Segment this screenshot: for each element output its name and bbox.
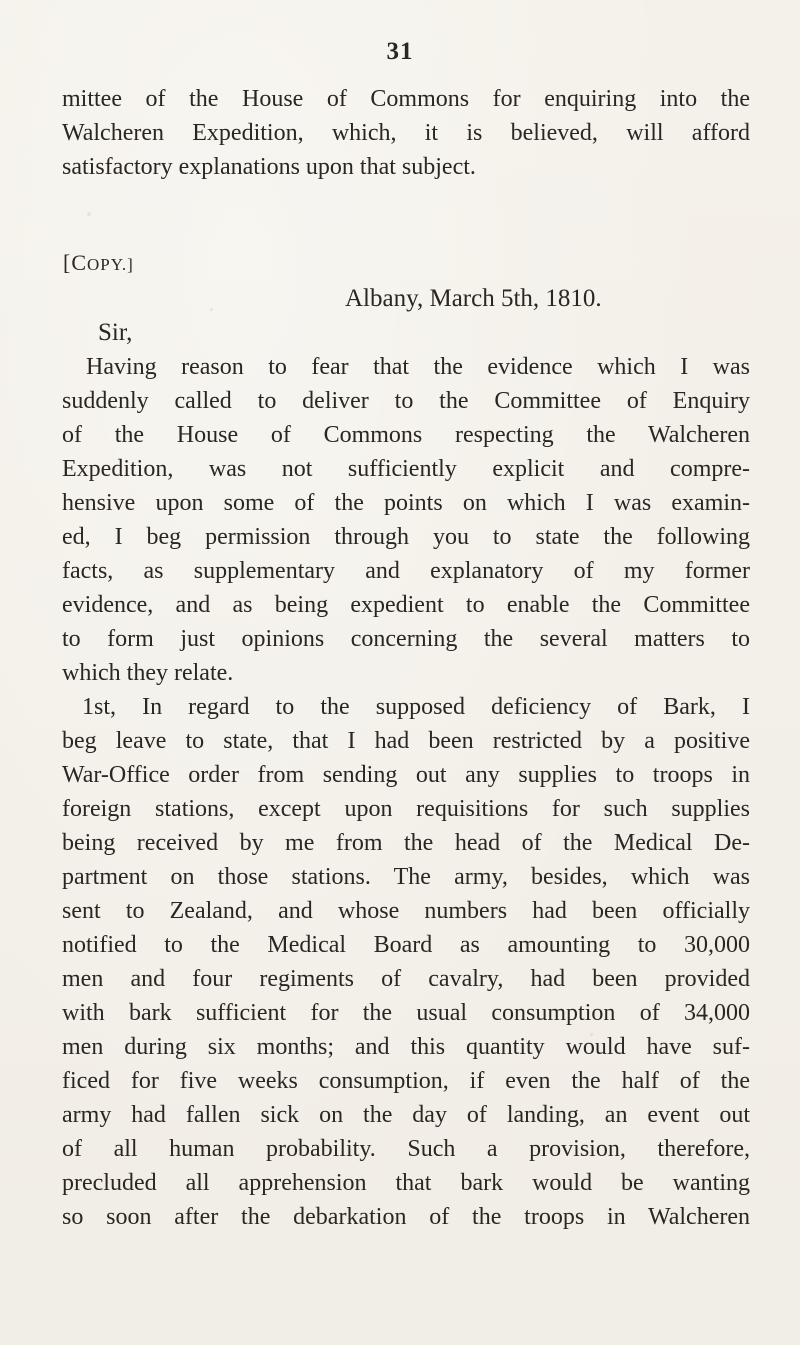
text-line: Expedition, was not sufficiently explicit and compre- [62, 456, 750, 482]
text-line: evidence, and as being expedient to enable the Committee [62, 592, 750, 618]
letter-body [62, 350, 750, 1234]
text-line: beg leave to state, that I had been restricted by a positive [62, 728, 750, 754]
text-line: facts, as supplementary and explanatory of my former [62, 558, 750, 584]
text-line: Walcheren Expedition, which, it is believed, will afford [62, 120, 750, 146]
copy-label-open: [C [63, 250, 87, 275]
text-line: ed, I beg permission through you to state the following [62, 524, 750, 550]
text-line: of the House of Commons respecting the Walcheren [62, 422, 750, 448]
letter-salutation: Sir, [98, 319, 133, 346]
text-line: War-Office order from sending out any supplies to troops in [62, 762, 750, 788]
text-line: which they relate. [62, 660, 234, 686]
text-line: hensive upon some of the points on which I was examin- [62, 490, 750, 516]
intro-paragraph [62, 82, 750, 184]
letter-dateline: Albany, March 5th, 1810. [345, 285, 602, 312]
paper-speck [210, 308, 213, 311]
text-line: of all human probability. Such a provision, therefore, [62, 1136, 750, 1162]
copy-label-rest: OPY.] [87, 255, 134, 274]
text-line: suddenly called to deliver to the Committee of Enquiry [62, 388, 750, 414]
text-line: mittee of the House of Commons for enquiring into the [62, 86, 750, 112]
text-line: men during six months; and this quantity would have suf- [62, 1034, 750, 1060]
text-line: men and four regiments of cavalry, had been provided [62, 966, 750, 992]
text-line: with bark sufficient for the usual consumption of 34,000 [62, 1000, 750, 1026]
text-line: army had fallen sick on the day of landing, an event out [62, 1102, 750, 1128]
page-number: 31 [386, 38, 414, 65]
text-line: so soon after the debarkation of the troops in Walcheren [62, 1204, 750, 1230]
text-line: 1st, In regard to the supposed deficiency of Bark, I [82, 694, 750, 720]
text-line: to form just opinions concerning the several matters to [62, 626, 750, 652]
text-line: being received by me from the head of the Medical De- [62, 830, 750, 856]
text-line: partment on those stations. The army, besides, which was [62, 864, 750, 890]
text-line: sent to Zealand, and whose numbers had been officially [62, 898, 750, 924]
paper-speck [87, 212, 91, 216]
text-line: satisfactory explanations upon that subject. [62, 154, 476, 180]
text-line: precluded all apprehension that bark would be wanting [62, 1170, 750, 1196]
text-line: foreign stations, except upon requisitions for such supplies [62, 796, 750, 822]
copy-label [63, 250, 134, 276]
text-line: ficed for five weeks consumption, if even the half of the [62, 1068, 750, 1094]
text-line: Having reason to fear that the evidence which I was [86, 354, 750, 380]
text-line: notified to the Medical Board as amounting to 30,000 [62, 932, 750, 958]
